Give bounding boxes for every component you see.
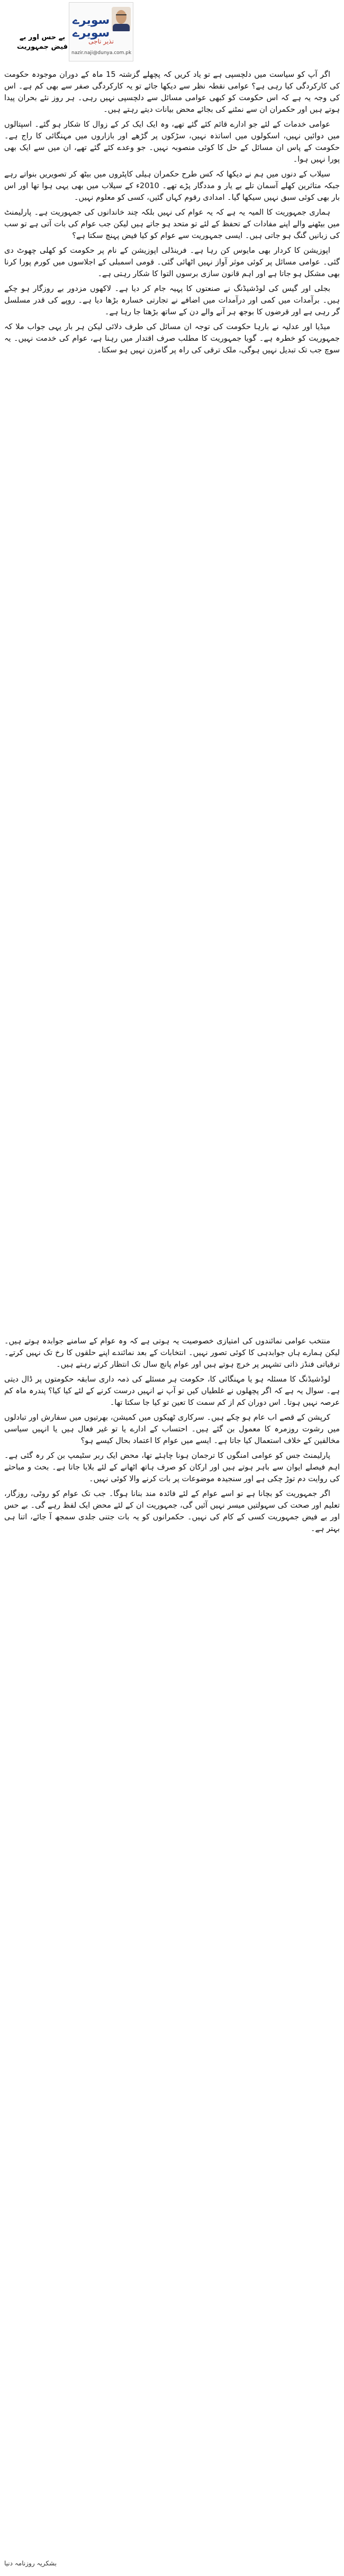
paragraph: پارلیمنٹ جس کو عوامی امنگوں کا ترجمان ہونا چاہئے تھا، محض ایک ربر سٹیمپ بن کر رہ گئی ہے۔ اہم فیصلے ایوان سے باہر ہوتے ہیں اور ارکان کو صرف ہاتھ اٹھانے کے لئے بلایا جاتا ہے۔ بحث و مباحثے کی روایت دم توڑ چکی ہے اور سنجیدہ موضوعات پر بات کرنے والا کوئی نہیں۔: [4, 1451, 340, 1483]
paragraph: اگر جمہوریت کو بچانا ہے تو اسے عوام کے لئے فائدہ مند بنانا ہوگا۔ جب تک عوام کو روٹی، روزگار، تعلیم اور صحت کی سہولتیں میسر نہیں آئیں گی، جمہوریت ان کے لئے محض ایک لفظ رہے گی۔ بے حس اور بے فیض جمہوریت کسی کے کام کی نہیں۔ حکمرانوں کو یہ بات جتنی جلدی سمجھ آ جائے، اتنا ہی بہتر ہے۔: [4, 1490, 340, 1533]
paragraph: میڈیا اور عدلیہ نے بارہا حکومت کی توجہ ان مسائل کی طرف دلائی لیکن ہر بار یہی جواب ملا کہ جمہوریت کو خطرہ ہے۔ گویا جمہوریت کا مطلب صرف اقتدار میں رہنا ہے، عوام کی خدمت نہیں۔ یہ سوچ جب تک تبدیل نہیں ہوگی، ملک ترقی کی راہ پر گامزن نہیں ہو سکتا۔: [4, 323, 340, 355]
paragraph: لوڈشیڈنگ کا مسئلہ ہو یا مہنگائی کا، حکومت ہر مسئلے کی ذمہ داری سابقہ حکومتوں پر ڈال دیتی ہے۔ سوال یہ ہے کہ اگر پچھلوں نے غلطیاں کیں تو آپ نے انہیں درست کرنے کے لئے کیا کیا؟ پندرہ ماہ کم عرصہ نہیں ہوتا۔ اس دوران کم از کم سمت کا تعین تو کیا جا سکتا تھا۔: [4, 1375, 340, 1407]
paragraph: اگر آپ کو سیاست میں دلچسپی ہے تو یاد کریں کہ پچھلے گزشتہ 15 ماہ کے دوران موجودہ حکومت کی کارکردگی کیا رہی ہے؟ عوامی نقطہ نظر سے دیکھا جائے تو یہ کارکردگی صفر سے بھی کم ہے۔ اس کی وجہ یہ ہے کہ اس حکومت کو کبھی عوامی مسائل سے دلچسپی نہیں رہی۔ ہر روز نئے بحران پیدا ہوتے ہیں اور حکمران ان سے نمٹنے کی بجائے محض بیانات دیتے رہتے ہیں۔: [4, 70, 340, 114]
paragraph: ہماری جمہوریت کا المیہ یہ ہے کہ یہ عوام کی نہیں بلکہ چند خاندانوں کی جمہوریت ہے۔ پارلیمنٹ میں بیٹھنے والے اپنے مفادات کے تحفظ کے لئے تو متحد ہو جاتے ہیں لیکن جب عوام کی بات آتی ہے تو سب کی زبانیں گنگ ہو جاتی ہیں۔ ایسی جمہوریت سے عوام کو کیا فیض پہنچ سکتا ہے؟: [4, 208, 340, 240]
author-email: nazir.naji@dunya.com.pk: [71, 50, 132, 56]
column-masthead: [69, 2, 133, 61]
paragraph: اپوزیشن کا کردار بھی مایوس کن رہا ہے۔ فرینڈلی اپوزیشن کے نام پر حکومت کو کھلی چھوٹ دی گئی۔ عوامی مسائل پر کوئی موثر آواز نہیں اٹھائی گئی۔ قومی اسمبلی کے اجلاسوں میں کورم پورا کرنا بھی مشکل ہو جاتا ہے اور اہم قانون سازی برسوں التوا کا شکار رہتی ہے۔: [4, 246, 340, 278]
author-photo: [112, 7, 131, 31]
article-body-top: [4, 69, 340, 359]
author-name: نذیر ناجی: [88, 38, 114, 45]
source-credit: بشکریہ روزنامہ دنیا: [4, 2560, 57, 2567]
paragraph: عوامی خدمات کے لئے جو ادارے قائم کئے گئے تھے، وہ ایک ایک کر کے زوال کا شکار ہو گئے۔ اسپتالوں میں دوائیں نہیں، اسکولوں میں اساتذہ نہیں، سڑکوں پر گڑھے اور بازاروں میں مہنگائی کا راج ہے۔ حکومت کے پاس ان مسائل کے حل کا کوئی منصوبہ نہیں۔ جو وعدے کئے گئے تھے، ان میں سے ایک بھی پورا نہیں ہوا۔: [4, 120, 340, 164]
paragraph: کرپشن کے قصے اب عام ہو چکے ہیں۔ سرکاری ٹھیکوں میں کمیشن، بھرتیوں میں سفارش اور تبادلوں میں رشوت روزمرہ کا معمول بن گئے ہیں۔ احتساب کے ادارے یا تو غیر فعال ہیں یا انہیں سیاسی مخالفین کے خلاف استعمال کیا جاتا ہے۔ ایسے میں عوام کا اعتماد بحال کیسے ہو؟: [4, 1413, 340, 1445]
column-title: سویرے سویرے: [73, 14, 110, 40]
paragraph: منتخب عوامی نمائندوں کی امتیازی خصوصیت یہ ہوتی ہے کہ وہ عوام کے سامنے جوابدہ ہوتے ہیں۔ لیکن ہمارے ہاں جوابدہی کا کوئی تصور نہیں۔ انتخابات کے بعد نمائندے اپنے حلقوں کا رخ تک نہیں کرتے۔ ترقیاتی فنڈز ذاتی تشہیر پر خرچ ہوتے ہیں اور عوام پانچ سال تک انتظار کرتے رہتے ہیں۔: [4, 1337, 340, 1369]
article-body-bottom: [4, 1335, 340, 1538]
article-headline: بے حس اور بے فیض جمہوریت: [16, 33, 68, 51]
paragraph: بجلی اور گیس کی لوڈشیڈنگ نے صنعتوں کا پہیہ جام کر دیا ہے۔ لاکھوں مزدور بے روزگار ہو چکے ہیں۔ برآمدات میں کمی اور درآمدات میں اضافے نے تجارتی خسارہ بڑھا دیا ہے۔ روپے کی قدر مسلسل گر رہی ہے اور قرضوں کا بوجھ ہر آنے والے دن کے ساتھ بڑھتا جا رہا ہے۔: [4, 285, 340, 316]
paragraph: سیلاب کے دنوں میں ہم نے دیکھا کہ کس طرح حکمران ہیلی کاپٹروں میں بیٹھ کر تصویریں بنواتے رہے جبکہ متاثرین کھلے آسمان تلے بے یار و مددگار پڑے تھے۔ 2010ء کے سیلاب میں بھی یہی ہوا تھا اور اس بار بھی کوئی سبق نہیں سیکھا گیا۔ امدادی رقوم کہاں گئیں، کسی کو معلوم نہیں۔: [4, 170, 340, 202]
